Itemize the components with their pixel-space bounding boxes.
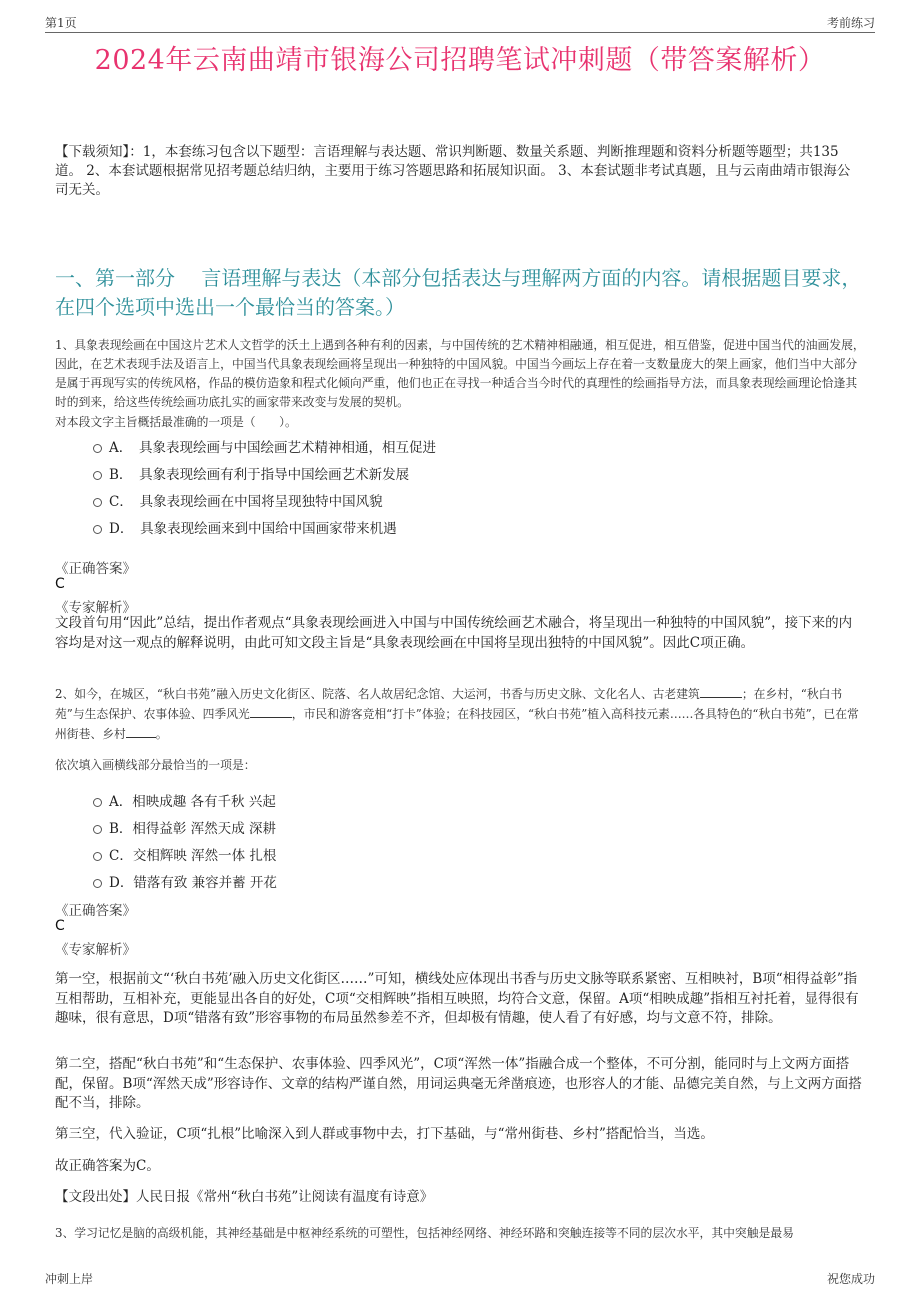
blank-1 bbox=[700, 685, 742, 698]
option-d[interactable]: D． 具象表现绘画来到中国给中国画家带来机遇 bbox=[93, 513, 793, 540]
option-c[interactable]: C．交相辉映 浑然一体 扎根 bbox=[93, 840, 793, 867]
question-2-stem: 2、如今，在城区，“秋白书苑”融入历史文化街区、院落、名人故居纪念馆、大运河，书香与历史文脉、文化名人、古老建筑 ；在乡村，“秋白书苑”与生态保护、农事体验、四季风光 ，市民和游客竞相“打卡”体验；在科技园区，“秋白书苑”植入高科技元素……各具特色的“秋白书苑”，已在常州街巷、乡村 。 bbox=[55, 687, 859, 741]
option-a[interactable]: A．相映成趣 各有千秋 兴起 bbox=[93, 786, 793, 813]
option-b[interactable]: B． 具象表现绘画有利于指导中国绘画艺术新发展 bbox=[93, 459, 793, 486]
answer-label: 《正确答案》 bbox=[55, 561, 136, 577]
section-heading: 一、第一部分 言语理解与表达（本部分包括表达与理解两方面的内容。请根据题目要求，在四个选项中选出一个最恰当的答案。） bbox=[55, 266, 862, 319]
option-a[interactable]: A． 具象表现绘画与中国绘画艺术精神相通，相互促进 bbox=[93, 432, 793, 459]
footer-right: 祝您成功 bbox=[826, 1272, 875, 1286]
radio-icon[interactable] bbox=[93, 798, 102, 807]
answer-value: C bbox=[55, 576, 65, 592]
radio-icon[interactable] bbox=[93, 444, 102, 453]
analysis-paragraph-3: 第三空，代入验证，C项“扎根”比喻深入到人群或事物中去，打下基础，与“常州街巷、乡村”搭配恰当，当选。 bbox=[55, 1126, 714, 1142]
header-label: 考前练习 bbox=[826, 16, 875, 30]
analysis-paragraph-2: 第二空，搭配“秋白书苑”和“生态保护、农事体验、四季风光”，C项“浑然一体”指融合成一个整体，不可分割，能同时与上文两方面搭配，保留。B项“浑然天成”形容诗作、文章的结构严谨自然，用词运典毫无斧凿痕迹，也形容人的才能、品德完美自然，与上文两方面搭配不当，排除。 bbox=[55, 1056, 862, 1111]
page-header bbox=[45, 14, 875, 33]
download-notice: 【下载须知】：1，本套练习包含以下题型：言语理解与表达题、常识判断题、数量关系题、判断推理题和资料分析题等题型；共135道。 2、本套试题根据常见招考题总结归纳，主要用于练习答题思路和拓展知识面。 3、本套试题非考试真题，且与云南曲靖市银海公司无关。 bbox=[55, 144, 851, 198]
page-number: 第1页 bbox=[45, 16, 77, 30]
footer-left: 冲刺上岸 bbox=[45, 1272, 94, 1286]
radio-icon[interactable] bbox=[93, 879, 102, 888]
radio-icon[interactable] bbox=[93, 471, 102, 480]
blank-2 bbox=[250, 705, 292, 718]
option-c[interactable]: C． 具象表现绘画在中国将呈现独特中国风貌 bbox=[93, 486, 793, 513]
blank-3 bbox=[126, 725, 156, 738]
analysis-paragraph-1: 第一空，根据前文“‘秋白书苑’融入历史文化街区……”可知，横线处应体现出书香与历史文脉等联系紧密、互相映衬，B项“相得益彰”指互相帮助，互相补充，更能显出各自的好处，C项“交相辉映”指相互映照，均符合文意，保留。A项“相映成趣”指相互衬托着，显得很有趣味，很有意思，D项“错落有致”形容事物的布局虽然参差不齐，但却极有情趣，使人看了有好感，均与文意不符，排除。 bbox=[55, 971, 859, 1026]
question-1-options bbox=[93, 432, 793, 540]
answer-label: 《正确答案》 bbox=[55, 903, 136, 919]
page-footer bbox=[45, 1270, 875, 1288]
analysis-label: 《专家解析》 bbox=[55, 600, 136, 616]
analysis-conclusion: 故正确答案为C。 bbox=[55, 1158, 160, 1174]
answer-value: C bbox=[55, 918, 65, 934]
question-2-ask: 依次填入画横线部分最恰当的一项是： bbox=[55, 758, 256, 772]
question-3-stem: 3、学习记忆是脑的高级机能，其神经基础是中枢神经系统的可塑性，包括神经网络、神经环路和突触连接等不同的层次水平，其中突触是最易 bbox=[55, 1226, 794, 1240]
option-b[interactable]: B．相得益彰 浑然天成 深耕 bbox=[93, 813, 793, 840]
radio-icon[interactable] bbox=[93, 525, 102, 534]
question-1-stem: 1、具象表现绘画在中国这片艺术人文哲学的沃土上遇到各种有利的因素，与中国传统的艺术精神相融通，相互促进，相互借鉴，促进中国当代的油画发展，因此，在艺术表现手法及语言上，中国当代具象表现绘画将呈现出一种独特的中国风貌。中国当今画坛上存在着一支数量庞大的架上画家，他们当中大部分是属于再现写实的传统风格，作品的模仿造象和程式化倾向严重，他们也正在寻找一种适合当今时代的真理性的绘画指导方法，而具象表现绘画理论恰逢其时的到来，给这些传统绘画功底扎实的画家带来改变与发展的契机。 bbox=[55, 338, 865, 409]
radio-icon[interactable] bbox=[93, 825, 102, 834]
analysis-text: 文段首句用“因此”总结，提出作者观点“具象表现绘画进入中国与中国传统绘画艺术融合，将呈现出一种独特的中国风貌”，接下来的内容均是对这一观点的解释说明，由此可知文段主旨是“具象表现绘画在中国将呈现出独特的中国风貌”。因此C项正确。 bbox=[55, 615, 853, 651]
question-1-ask: 对本段文字主旨概括最准确的一项是（ ）。 bbox=[55, 415, 297, 429]
radio-icon[interactable] bbox=[93, 852, 102, 861]
radio-icon[interactable] bbox=[93, 498, 102, 507]
text-source: 【文段出处】人民日报《常州“秋白书苑”让阅读有温度有诗意》 bbox=[55, 1189, 434, 1205]
page-title: 2024年云南曲靖市银海公司招聘笔试冲刺题（带答案解析） bbox=[94, 45, 826, 76]
option-d[interactable]: D．错落有致 兼容并蓄 开花 bbox=[93, 867, 793, 894]
analysis-label: 《专家解析》 bbox=[55, 942, 136, 958]
question-2-options bbox=[93, 786, 793, 894]
